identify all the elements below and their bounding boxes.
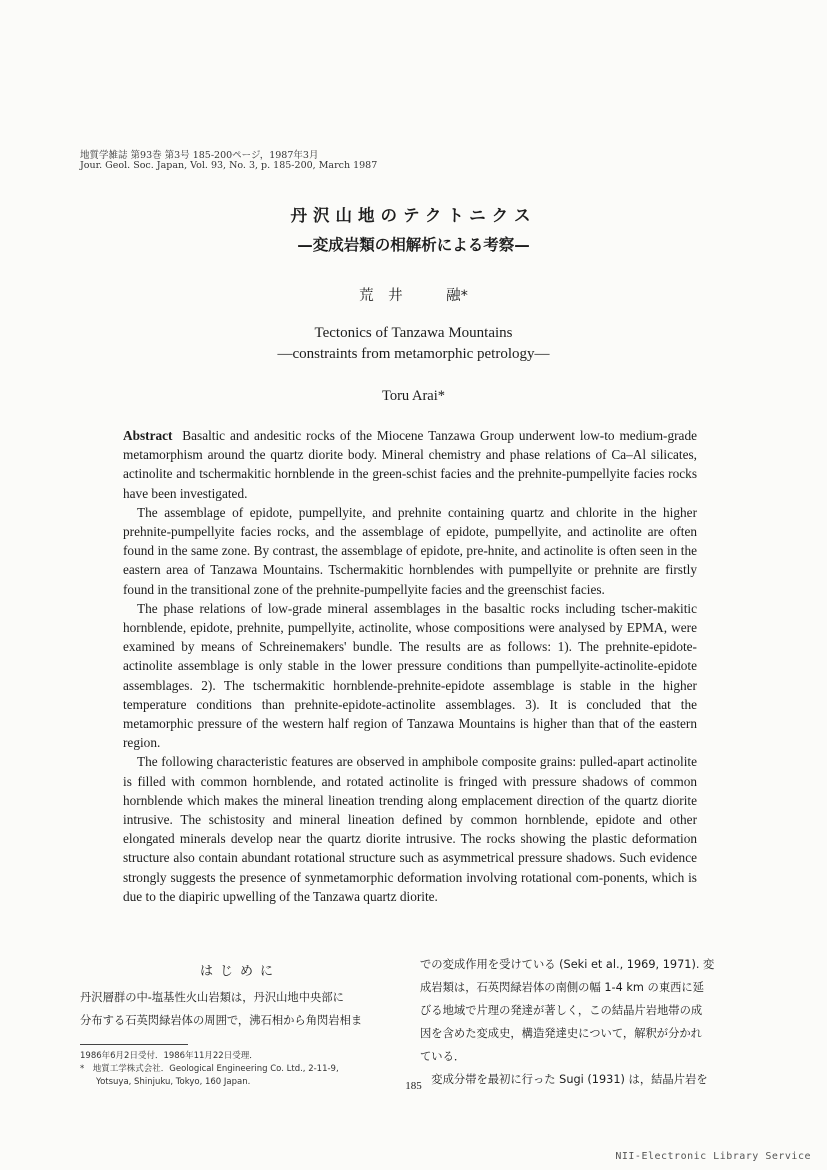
- abstract-label: Abstract: [123, 428, 173, 443]
- body-line: 分布する石英閃緑岩体の周囲で，沸石相から角閃岩相ま: [80, 1014, 363, 1027]
- footnote-affiliation-address: Yotsuya, Shinjuku, Tokyo, 160 Japan.: [96, 1077, 251, 1087]
- journal-citation-ja: 地質学雑誌 第93巻 第3号 185-200ページ，1987年3月: [80, 150, 319, 161]
- body-line: びる地域で片理の発達が著しく，この結晶片岩地帯の成: [420, 1004, 703, 1017]
- body-line: での変成作用を受けている (Seki et al., 1969, 1971). 変: [420, 958, 715, 971]
- journal-citation-en: Jour. Geol. Soc. Japan, Vol. 93, No. 3, p. 185-200, March 1987: [80, 160, 378, 171]
- section-heading: はじめに: [199, 964, 280, 979]
- footnote-received: 1986年6月2日受付．1986年11月22日受理．: [80, 1051, 258, 1061]
- body-left-column: [80, 986, 400, 1032]
- abstract-paragraph: The assemblage of epidote, pumpellyite, and prehnite containing quartz and chlorite in the higher prehnite-pumpellyite facies rocks, and the assemblage of epidote, pumpellyite, and actinolite are often found in the same zone. By contrast, the assemblage of epidote, pre-hnite, and actinolite is often seen in the eastern area of Tanzawa Mountains. Tschermakitic hornblendes with pumpellyite or prehnite are firstly found in the transitional zone of the prehnite-pumpellyite facies and the greenschist facies.: [123, 504, 697, 597]
- abstract-paragraph: The following characteristic features are observed in amphibole composite grains: pulled-apart actinolite is filled with common hornblende, and rotated actinolite is fringed with pressure shadows of common hornblende which makes the mineral lineation trending along emplacement direction of the quartz diorite intrusive. The schistosity and mineral lineation defined by common hornblende, epidote and other elongated minerals develop near the quartz diorite intrusive. The rocks showing the plastic deformation structure also contain abundant rotational structure such as asymmetrical pressure shadows. Such evidence strongly suggests the presence of synmetamorphic deformation involving rotational com-ponents, which is due to the diapiric upwelling of the Tanzawa quartz diorite.: [123, 754, 697, 904]
- abstract: [123, 426, 697, 906]
- author-japanese: 荒 井 融*: [359, 288, 468, 304]
- page-number: 185: [405, 1080, 422, 1092]
- footnote-rule: [80, 1044, 188, 1045]
- abstract-text: Basaltic and andesitic rocks of the Miocene Tanzawa Group underwent low-to medium-grade metamorphism around the quartz diorite body. Mineral chemistry and phase relations of Ca–Al silicates, actinolite and tschermakitic hornblende in the green-schist facies and the prehnite-pumpellyite facies rocks have been investigated.: [123, 428, 697, 501]
- library-watermark: NII-Electronic Library Service: [615, 1151, 811, 1162]
- title-japanese: 丹沢山地のテクトニクス: [290, 206, 537, 225]
- subtitle-english: —constraints from metamorphic petrology—: [277, 346, 550, 362]
- body-line: 因を含めた変成史，構造発達史について，解釈が分かれ: [420, 1027, 702, 1040]
- body-line: 変成分帯を最初に行った Sugi (1931) は，結晶片岩を: [420, 1073, 708, 1086]
- author-english: Toru Arai*: [381, 388, 445, 404]
- body-line: 成岩類は，石英閃緑岩体の南側の幅 1-4 km の東西に延: [420, 981, 705, 994]
- footnote-affiliation: * 地質工学株式会社．Geological Engineering Co. Ltd., 2-11-9,: [80, 1064, 339, 1074]
- subtitle-japanese: —変成岩類の相解析による考察—: [297, 236, 530, 254]
- body-line: ている．: [420, 1050, 466, 1063]
- abstract-paragraph: [123, 426, 697, 503]
- body-line: 丹沢層群の中-塩基性火山岩類は，丹沢山地中央部に: [80, 991, 344, 1004]
- abstract-paragraph: The phase relations of low-grade mineral assemblages in the basaltic rocks including tscher-makitic hornblende, epidote, prehnite, pumpellyite, actinolite, whose compositions were analysed by EPMA, were examined by means of Schreinemakers' bundle. The results are as follows: 1). The prehnite-epidote-actinolite assemblage is only stable in the lower pressure conditions than pumpellyite-actinolite-epidote assemblages. 2). The tschermakitic hornblende-prehnite-epidote assemblage is stable in the higher temperature conditions than prehnite-epidote-actinolite assemblages. 3). It is concluded that the metamorphic pressure of the western half region of Tanzawa Mountains is higher than that of the eastern region.: [123, 600, 697, 751]
- body-right-column: [420, 953, 742, 1091]
- title-english: Tectonics of Tanzawa Mountains: [314, 325, 513, 341]
